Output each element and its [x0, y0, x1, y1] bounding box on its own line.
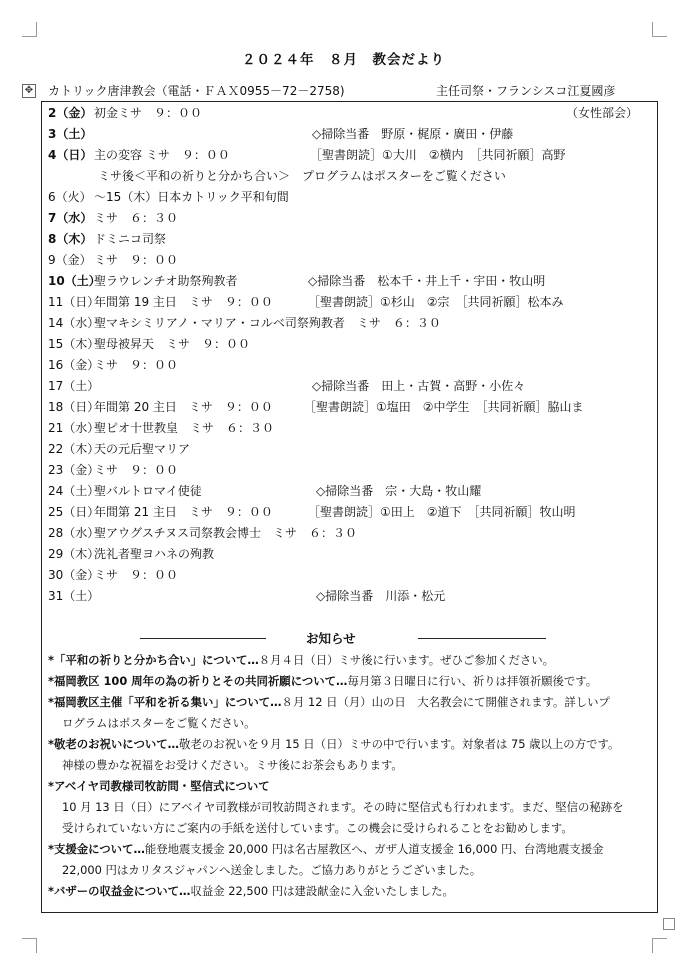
- notice-text: ８月４日（日）ミサ後に行います。ぜひご参加ください。: [258, 653, 555, 667]
- schedule-date: 25（日）: [48, 505, 100, 519]
- schedule-row: [48, 523, 357, 544]
- notice-label: *福岡教区 100 周年の為の祈りとその共同祈願について…: [48, 674, 348, 688]
- schedule-date: 18（日）: [48, 400, 100, 414]
- schedule-text: ミサ ９：００: [94, 253, 179, 267]
- schedule-row: [48, 208, 178, 229]
- schedule-date: 11（日）: [48, 295, 100, 309]
- page-title: ２０２４年 ８月 教会だより: [242, 52, 445, 68]
- schedule-text: 天の元后聖マリア: [94, 442, 191, 456]
- schedule-row: [48, 355, 178, 376]
- schedule-date: 10（土）: [48, 274, 101, 288]
- schedule-row: [48, 481, 482, 502]
- notice-item: [48, 839, 658, 859]
- notice-label: *「平和の祈りと分かち合い」について…: [48, 653, 259, 667]
- schedule-date: 22（木）: [48, 442, 100, 456]
- schedule-text: 聖ピオ十世教皇 ミサ ６：３０: [94, 421, 275, 435]
- schedule-row: [98, 166, 506, 187]
- notice-text: 敬老のお祝いを９月 15 日（日）ミサの中で行います。対象者は 75 歳以上の方です。: [179, 737, 620, 751]
- divider-right: [418, 638, 546, 639]
- schedule-date: 15（木）: [48, 337, 100, 351]
- schedule-row: [48, 250, 178, 271]
- schedule-text: ミサ ９：００: [94, 463, 179, 477]
- notice-text: ８月 12 日（月）山の日 大名教会にて開催されます。詳しいプ: [281, 695, 610, 709]
- schedule-text: 聖ラウレンチオ助祭殉教者: [94, 274, 238, 288]
- schedule-date: 23（金）: [48, 463, 100, 477]
- schedule-row: [48, 586, 446, 607]
- notice-item: [48, 734, 658, 754]
- table-move-icon[interactable]: ✥: [22, 84, 36, 98]
- schedule-readers: ［聖書朗読］①杉山 ②宗 ［共同祈願］松本み: [308, 295, 564, 309]
- schedule-text: 年間第 19 主日 ミサ ９：００: [94, 295, 273, 309]
- schedule-text: 年間第 20 主日 ミサ ９：００: [94, 400, 273, 414]
- divider-left: [140, 638, 266, 639]
- notice-text: 神様の豊かな祝福をお受けください。ミサ後にお茶会もあります。: [62, 758, 403, 772]
- notice-text: 収益金 22,500 円は建設献金に入金いたしました。: [190, 884, 454, 898]
- notice-item-cont: [62, 818, 672, 838]
- notice-text: 受けられていない方にご案内の手紙を送付しています。この機会に受けられることをお勧めします。: [62, 821, 573, 835]
- schedule-date: 28（水）: [48, 526, 100, 540]
- schedule-text: ミサ ９：００: [94, 568, 179, 582]
- schedule-date: 17（土）: [48, 379, 100, 393]
- schedule-text: 初金ミサ ９：００: [94, 106, 203, 120]
- schedule-cleaning: ◇掃除当番 川添・松元: [316, 589, 446, 603]
- schedule-row: [48, 103, 639, 124]
- schedule-readers: ［聖書朗読］①塩田 ②中学生 ［共同祈願］脇山ま: [304, 400, 584, 414]
- schedule-readers: ［聖書朗読］①大川 ②横内 ［共同祈願］高野: [310, 148, 566, 162]
- notice-text: 22,000 円はカリタスジャパンへ送金しました。ご協力ありがとうございました。: [62, 863, 482, 877]
- table-resize-handle[interactable]: [663, 918, 675, 930]
- schedule-note: （女性部会）: [566, 106, 639, 120]
- schedule-text: 主の変容 ミサ ９：００: [94, 148, 230, 162]
- schedule-date: 30（金）: [48, 568, 100, 582]
- notice-item: [48, 692, 658, 712]
- schedule-text: ミサ後＜平和の祈りと分かち合い＞ プログラムはポスターをご覧ください: [98, 169, 506, 183]
- schedule-text: ～15（木）日本カトリック平和旬間: [94, 190, 289, 204]
- schedule-date: 3（土）: [48, 127, 93, 141]
- schedule-text: ミサ ９：００: [94, 358, 179, 372]
- church-name: カトリック唐津教会（電話・ＦＡＸ0955－72－2758): [48, 84, 345, 98]
- schedule-row: [48, 502, 576, 523]
- schedule-date: 7（水）: [48, 211, 93, 225]
- page-corner-top-left: [22, 22, 37, 37]
- schedule-row: [48, 271, 546, 292]
- notice-item: [48, 881, 658, 901]
- schedule-row: [48, 439, 190, 460]
- schedule-date: 6（火）: [48, 190, 92, 204]
- page-corner-bottom-left: [22, 938, 37, 953]
- schedule-date: 31（土）: [48, 589, 100, 603]
- notice-label: *バザーの収益金について…: [48, 884, 191, 898]
- schedule-row: [48, 397, 584, 418]
- notice-text: 能登地震支援金 20,000 円は名古屋教区へ、ガザ人道支援金 16,000 円、台湾地震支援金: [144, 842, 604, 856]
- notice-item: [48, 776, 658, 796]
- schedule-text: 年間第 21 主日 ミサ ９：００: [94, 505, 273, 519]
- page-corner-top-right: [652, 22, 667, 37]
- schedule-date: 8（木）: [48, 232, 93, 246]
- schedule-cleaning: ◇掃除当番 野原・梶原・廣田・伊藤: [312, 127, 514, 141]
- schedule-text: ミサ ６：３０: [94, 211, 179, 225]
- schedule-cleaning: ◇掃除当番 田上・古賀・高野・小佐々: [312, 379, 526, 393]
- schedule-text: 聖アウグスチヌス司祭教会博士 ミサ ６：３０: [94, 526, 358, 540]
- notice-label: *支援金について…: [48, 842, 145, 856]
- schedule-row: [48, 292, 564, 313]
- notice-item: [48, 671, 658, 691]
- schedule-date: 21（水）: [48, 421, 100, 435]
- priest-name: 主任司祭・フランシスコ江夏國彦: [436, 84, 616, 98]
- schedule-row: [48, 376, 526, 397]
- schedule-date: 16（金）: [48, 358, 100, 372]
- notice-text: 毎月第３日曜日に行い、祈りは拝領祈願後です。: [347, 674, 598, 688]
- notice-heading: お知らせ: [306, 631, 356, 646]
- schedule-date: 2（金）: [48, 106, 93, 120]
- schedule-row: [48, 460, 178, 481]
- schedule-text: ドミニコ司祭: [94, 232, 167, 246]
- notice-item: [48, 650, 658, 670]
- notice-item-cont: [62, 860, 672, 880]
- schedule-row: [48, 334, 250, 355]
- schedule-readers: ［聖書朗読］①田上 ②道下 ［共同祈願］牧山明: [308, 505, 576, 519]
- schedule-cleaning: ◇掃除当番 宗・大島・牧山耀: [316, 484, 482, 498]
- schedule-date: 24（土）: [48, 484, 100, 498]
- notice-item-cont: [62, 797, 672, 817]
- schedule-row: [48, 124, 514, 145]
- notice-label: *敬老のお祝いについて…: [48, 737, 180, 751]
- schedule-row: [48, 229, 166, 250]
- notice-item-cont: [62, 713, 672, 733]
- schedule-date: 4（日）: [48, 148, 93, 162]
- schedule-date: 14（水）: [48, 316, 100, 330]
- notice-heading-bar: [0, 629, 687, 647]
- schedule-text: 洗礼者聖ヨハネの殉教: [94, 547, 215, 561]
- page-corner-bottom-right: [652, 938, 667, 953]
- schedule-row: [48, 313, 441, 334]
- schedule-date: 9（金）: [48, 253, 92, 267]
- schedule-text: 聖バルトロマイ使徒: [94, 484, 202, 498]
- schedule-cleaning: ◇掃除当番 松本千・井上千・宇田・牧山明: [308, 274, 546, 288]
- notice-text: 10 月 13 日（日）にアベイヤ司教様が司牧訪問されます。その時に堅信式も行われます。まだ、堅信の秘跡を: [62, 800, 624, 814]
- schedule-row: [48, 565, 178, 586]
- notice-label: *アベイヤ司教様司牧訪問・堅信式について: [48, 779, 270, 793]
- notice-item-cont: [62, 755, 672, 775]
- schedule-text: 聖マキシミリアノ・マリア・コルベ司祭殉教者 ミサ ６：３０: [94, 316, 441, 330]
- schedule-row: [48, 418, 274, 439]
- notice-text: ログラムはポスターをご覧ください。: [62, 716, 256, 730]
- notice-label: *福岡教区主催「平和を祈る集い」について…: [48, 695, 282, 709]
- schedule-row: [48, 187, 289, 208]
- schedule-text: 聖母被昇天 ミサ ９：００: [94, 337, 251, 351]
- schedule-date: 29（木）: [48, 547, 100, 561]
- schedule-row: [48, 544, 214, 565]
- schedule-row: [48, 145, 566, 166]
